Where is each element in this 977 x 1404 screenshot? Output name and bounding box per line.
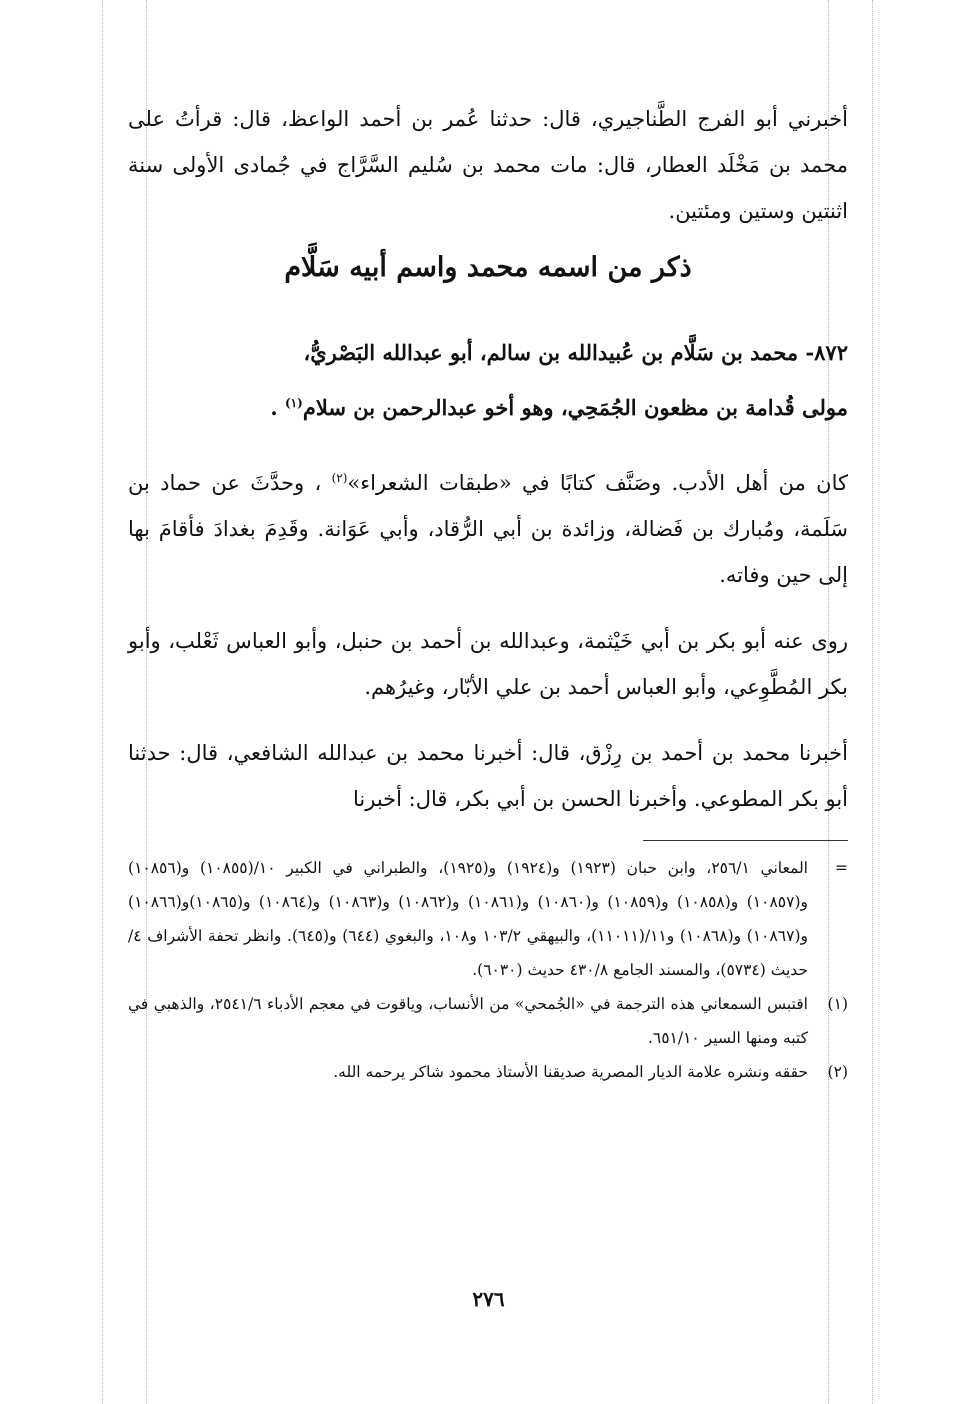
entry-line-1: ٨٧٢- محمد بن سَلَّام بن عُبيدالله بن سالم، أبو عبدالله البَصْريُّ، [303,340,848,365]
narrators-paragraph: روى عنه أبو بكر بن أبي خَيْثمة، وعبدالله بن أحمد بن حنبل، وأبو العباس ثَعْلب، وأبو بكر المُطَّوِعي، وأبو العباس أحمد بن علي الأبّار، وغيرُهم. [128,629,848,699]
footnote-ref-1[interactable]: (١) [284,396,303,410]
footnote-continued [128,851,848,987]
bio-paragraph-a: كان من أهل الأدب. وصَنَّف كتابًا في «طبقات الشعراء» [347,471,848,495]
entry-line-2-text: مولى قُدامة بن مظعون الجُمَحِي، وهو أخو عبدالرحمن بن سلام [302,395,848,420]
section-heading: ذكر من اسمه محمد واسم أبيه سَلَّام [284,252,692,283]
bio-paragraph-b: ، وحدَّثَ عن حماد بن سَلَمة، ومُبارك بن فَضالة، وزائدة بن أبي الرُّقاد، وأبي عَوَانة. وقَدِمَ بغدادَ فأقامَ بها إلى حين وفاته. [128,471,848,587]
footnote-1 [128,987,848,1055]
footnote-ref-2[interactable]: (٢) [331,471,348,485]
footnote-text: حققه ونشره علامة الديار المصرية صديقنا الأستاذ محمود شاكر يرحمه الله. [333,1063,808,1081]
footnote-text: المعاني ٢٥٦/١، وابن حبان (١٩٢٣) و(١٩٢٤) و(١٩٢٥)، والطبراني في الكبير ١٠/(١٠٨٥٥) و(١٠٨٥٦) و(١٠٨٥٧) و(١٠٨٥٨) و(١٠٨٥٩) و(١٠٨٦٠) و(١٠٨٦١) و(١٠٨٦٢) و(١٠٨٦٣) و(١٠٨٦٤) و(١٠٨٦٥)و(١٠٨٦٦) و(١٠٨٦٧) و(١٠٨٦٨) و١١/(١١٠١١)، والبيهقي ١٠٣/٢ و١٠٨، والبغوي (٦٤٤) و(٦٤٥). وانظر تحفة الأشراف ٤/حديث (٥٧٣٤)، والمسند الجامع ٤٣٠/٨ حديث (٦٠٣٠). [128,859,808,979]
footnote-marker: (٢) [827,1063,848,1081]
footnote-text: اقتبس السمعاني هذه الترجمة في «الجُمحي» من الأنساب، وياقوت في معجم الأدباء ٢٥٤١/٦، والذهبي في كتبه ومنها السير ٦٥١/١٠. [128,995,808,1047]
page-body [128,90,848,1089]
intro-paragraph: أخبرني أبو الفرج الطَّناجيري، قال: حدثنا عُمر بن أحمد الواعظ، قال: قرأتُ على محمد بن مَخْلَد العطار، قال: مات محمد بن سُليم السَّرَّاج في جُمادى الأولى سنة اثنتين وستين ومئتين. [128,107,848,223]
margin-guide-right [872,0,873,1404]
footnote-separator [643,840,848,841]
footnote-marker: (١) [827,995,848,1013]
page-number: ٢٧٦ [472,1287,505,1311]
bio-paragraph [128,455,848,598]
footnote-2 [128,1055,848,1089]
margin-guide-left [102,0,103,1404]
entry-header [128,328,848,433]
isnad-paragraph: أخبرنا محمد بن أحمد بن رِزْق، قال: أخبرنا محمد بن عبدالله الشافعي، قال: حدثنا أبو بكر المطوعي. وأخبرنا الحسن بن أبي بكر، قال: أخبرنا [128,741,848,811]
footnote-marker: = [835,859,848,877]
entry-line-2 [128,378,848,433]
footnotes [128,851,848,1089]
entry-end: . [270,395,278,420]
